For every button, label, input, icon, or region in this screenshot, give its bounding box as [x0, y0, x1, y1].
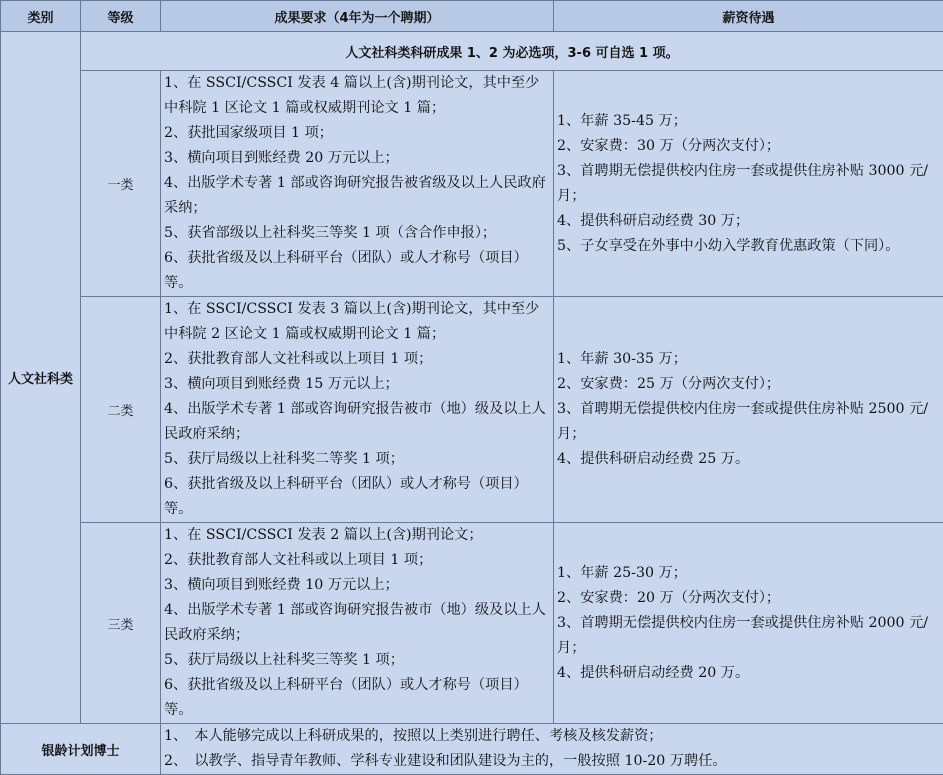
header-row — [1, 1, 943, 32]
list-item: 2、 以教学、指导青年教师、学科专业建设和团队建设为主的，一般按照 10-20 万聘任。 — [164, 749, 940, 774]
list-item: 1、在 SSCI/CSSCI 发表 4 篇以上(含)期刊论文，其中至少中科院 1 区论文 1 篇或权威期刊论文 1 篇； — [164, 71, 551, 121]
list-item: 1、在 SSCI/CSSCI 发表 2 篇以上(含)期刊论文； — [164, 523, 551, 548]
requirements-cell — [161, 297, 554, 523]
list-item: 3、横向项目到账经费 15 万元以上； — [164, 372, 551, 397]
grade-cell: 一类 — [81, 71, 161, 297]
requirements-cell — [161, 523, 554, 724]
section-note: 人文社科类科研成果 1、2 为必选项，3-6 可自选 1 项。 — [81, 32, 943, 71]
list-item: 6、获批省级及以上科研平台（团队）或人才称号（项目）等。 — [164, 246, 551, 296]
list-item: 1、年薪 25-30 万； — [557, 561, 941, 586]
table-row — [1, 297, 943, 523]
list-item: 1、 本人能够完成以上科研成果的，按照以上类别进行聘任、考核及核发薪资； — [164, 724, 940, 749]
header-grade: 等级 — [81, 1, 161, 32]
list-item: 2、获批教育部人文社科或以上项目 1 项； — [164, 347, 551, 372]
grade-cell: 三类 — [81, 523, 161, 724]
list-item: 3、横向项目到账经费 10 万元以上； — [164, 573, 551, 598]
salary-cell — [554, 297, 943, 523]
requirements-cell — [161, 71, 554, 297]
list-item: 3、首聘期无偿提供校内住房一套或提供住房补贴 3000 元/月； — [557, 159, 941, 209]
silver-plan-cell — [161, 724, 943, 775]
list-item: 4、出版学术专著 1 部或咨询研究报告被省级及以上人民政府采纳； — [164, 171, 551, 221]
header-requirements: 成果要求（4年为一个聘期） — [161, 1, 554, 32]
category-silver-plan: 银龄计划博士 — [1, 724, 161, 775]
salary-cell — [554, 523, 943, 724]
list-item: 1、年薪 35-45 万； — [557, 109, 941, 134]
list-item: 4、提供科研启动经费 20 万。 — [557, 661, 941, 686]
category-humanities: 人文社科类 — [1, 32, 81, 724]
table-row — [1, 71, 943, 297]
list-item: 4、提供科研启动经费 30 万； — [557, 209, 941, 234]
list-item: 5、获厅局级以上社科奖二等奖 1 项； — [164, 447, 551, 472]
list-item: 3、首聘期无偿提供校内住房一套或提供住房补贴 2500 元/月； — [557, 397, 941, 447]
list-item: 4、提供科研启动经费 25 万。 — [557, 447, 941, 472]
grade-cell: 二类 — [81, 297, 161, 523]
list-item: 4、出版学术专著 1 部或咨询研究报告被市（地）级及以上人民政府采纳； — [164, 598, 551, 648]
list-item: 6、获批省级及以上科研平台（团队）或人才称号（项目）等。 — [164, 673, 551, 723]
list-item: 5、获厅局级以上社科奖三等奖 1 项； — [164, 648, 551, 673]
list-item: 1、在 SSCI/CSSCI 发表 3 篇以上(含)期刊论文，其中至少中科院 2 区论文 1 篇或权威期刊论文 1 篇； — [164, 297, 551, 347]
list-item: 5、获省部级以上社科奖三等奖 1 项（含合作申报）； — [164, 221, 551, 246]
list-item: 2、获批国家级项目 1 项； — [164, 121, 551, 146]
list-item: 2、安家费：20 万（分两次支付）； — [557, 586, 941, 611]
list-item: 3、首聘期无偿提供校内住房一套或提供住房补贴 2000 元/月； — [557, 611, 941, 661]
section-note-row — [1, 32, 943, 71]
list-item: 3、横向项目到账经费 20 万元以上； — [164, 146, 551, 171]
table-row — [1, 523, 943, 724]
silver-plan-row — [1, 724, 943, 775]
list-item: 2、安家费：30 万（分两次支付）； — [557, 134, 941, 159]
list-item: 4、出版学术专著 1 部或咨询研究报告被市（地）级及以上人民政府采纳； — [164, 397, 551, 447]
list-item: 6、获批省级及以上科研平台（团队）或人才称号（项目）等。 — [164, 472, 551, 522]
salary-cell — [554, 71, 943, 297]
list-item: 1、年薪 30-35 万； — [557, 347, 941, 372]
list-item: 5、子女享受在外事中小幼入学教育优惠政策（下同）。 — [557, 234, 941, 259]
header-category: 类别 — [1, 1, 81, 32]
list-item: 2、获批教育部人文社科或以上项目 1 项； — [164, 548, 551, 573]
list-item: 2、安家费：25 万（分两次支付）； — [557, 372, 941, 397]
header-salary: 薪资待遇 — [554, 1, 943, 32]
